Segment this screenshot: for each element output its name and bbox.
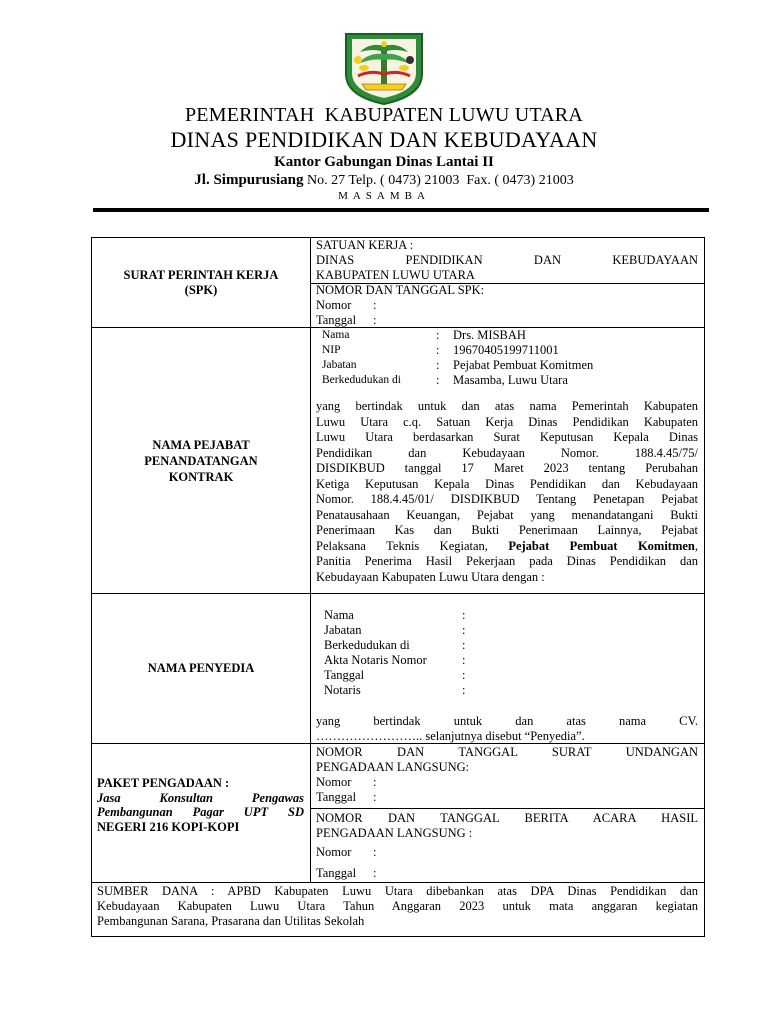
paragraph-fragment: , (694, 538, 699, 553)
field-key: Nama (322, 329, 350, 341)
minutes-title-line2: PENGADAAN LANGSUNG : (316, 826, 473, 840)
signatory-label (92, 437, 310, 485)
paragraph-line: Kebudayaan Kabupaten Luwu Utara dengan : (316, 569, 545, 584)
funding-line: Pembangunan Sarana, Prasarana dan Utilitas Sekolah (97, 914, 365, 928)
address-line (0, 172, 768, 189)
provider-field-row: Notaris : (324, 683, 466, 697)
package-line: Jasa Konsultan Pengawas (97, 790, 304, 805)
signatory-fields (322, 328, 702, 388)
funding-source (97, 884, 698, 929)
package-line: Pembangunan Pagar UPT SD (97, 805, 304, 819)
procurement-package (97, 776, 304, 834)
package-line: NEGERI 216 KOPI-KOPI (97, 819, 240, 834)
field-value: Pejabat Pembuat Komitmen (453, 358, 594, 372)
paragraph-line: Nomor. 188.4.45/01/ DISDIKBUD Tentang Penetapan Pejabat (316, 492, 698, 506)
paragraph-line: Penerimaan Kas dan Bukti Penerimaan Lainnya, Pejabat (316, 523, 698, 537)
paragraph-line: Luwu Utara c.q. Satuan Kerja Dinas Pendidikan Kabupaten (316, 414, 698, 429)
paragraph-line: …………………….. selanjutnya disebut “Penyedia”. (316, 729, 585, 743)
row-divider (91, 593, 705, 594)
spk-nomor-label: Nomor (316, 298, 352, 312)
paragraph-line: Luwu Utara berdasarkan Surat Keputusan Kepala Dinas (316, 430, 698, 444)
paragraph-line (316, 539, 698, 555)
field-key: NIP (322, 344, 341, 356)
field-value: 19670405199711001 (453, 343, 559, 357)
signatory-label-line1: NAMA PEJABAT (152, 438, 250, 452)
provider-label: NAMA PENYEDIA (147, 661, 255, 675)
field-key: Akta Notaris Nomor (324, 653, 427, 667)
spk-label-line1: SURAT PERINTAH KERJA (123, 268, 279, 282)
work-unit-line2: KABUPATEN LUWU UTARA (316, 268, 475, 282)
invitation-title-line2: PENGADAAN LANGSUNG: (316, 760, 470, 774)
provider-field-row: Tanggal : (324, 668, 466, 682)
minutes-tanggal-label: Tanggal (316, 866, 357, 880)
invitation-tanggal-label: Tanggal (316, 790, 357, 804)
paragraph-line: yang bertindak untuk dan atas nama CV. (316, 714, 698, 728)
city-name: MASAMBA (338, 190, 430, 202)
work-unit-title: SATUAN KERJA : (316, 238, 414, 252)
paragraph-line: yang bertindak untuk dan atas nama Pemerintah Kabupaten (316, 399, 698, 413)
table-border-bottom (91, 936, 705, 937)
spk-label-line2: (SPK) (184, 283, 218, 297)
spk-label (92, 268, 310, 298)
invitation-block: NOMOR DAN TANGGAL SURAT UNDANGAN PENGADAAN LANGSUNG: Nomor : Tanggal : (316, 745, 698, 804)
invitation-title-line1: NOMOR DAN TANGGAL SURAT UNDANGAN (316, 745, 698, 759)
signatory-paragraph (316, 399, 698, 585)
minutes-title-line1: NOMOR DAN TANGGAL BERITA ACARA HASIL (316, 811, 698, 825)
signatory-field-row: NIP : 19670405199711001 (322, 343, 559, 357)
signatory-field-row: Nama : Drs. MISBAH (322, 328, 526, 342)
work-unit-block (316, 238, 698, 283)
signatory-label-line2: PENANDATANGAN (144, 454, 258, 468)
provider-fields (324, 608, 704, 700)
field-value: Drs. MISBAH (453, 328, 526, 342)
header-rule (93, 208, 709, 212)
minutes-nomor-label: Nomor (316, 845, 352, 859)
field-key: Berkedudukan di (322, 374, 401, 386)
invitation-nomor-label: Nomor (316, 775, 352, 789)
package-title: PAKET PENGADAAN : (97, 776, 230, 790)
provider-field-row: Nama : (324, 608, 466, 622)
table-border-left (91, 237, 92, 937)
field-key: Jabatan (324, 623, 362, 637)
spk-tanggal-label: Tanggal (316, 313, 357, 327)
paragraph-fragment: Pelaksana Teknis Kegiatan, (316, 538, 488, 553)
field-key: Tanggal (324, 668, 365, 682)
row-divider (310, 808, 705, 809)
paragraph-line: DISDIKBUD tanggal 17 Maret 2023 tentang Perubahan (316, 461, 698, 475)
signatory-field-row: Jabatan : Pejabat Pembuat Komitmen (322, 358, 594, 372)
spk-number-block (316, 283, 698, 328)
paragraph-line: Ketiga Keputusan Kepala Dinas Pendidikan dan Kebudayaan (316, 476, 698, 491)
signatory-label-line3: KONTRAK (168, 470, 234, 484)
funding-line: Kebudayaan Kabupaten Luwu Utara Tahun Anggaran 2023 untuk mata anggaran kegiatan (97, 899, 698, 913)
provider-field-row: Akta Notaris Nomor : (324, 653, 466, 667)
field-key: Nama (324, 608, 354, 622)
paragraph-line: Panitia Penerima Hasil Pekerjaan pada Dinas Pendidikan dan (316, 554, 698, 568)
paragraph-line: Pendidikan dan Kebudayaan Nomor. 188.4.45/75/ (316, 445, 698, 460)
agency-name: DINAS PENDIDIKAN DAN KEBUDAYAAN (170, 127, 598, 152)
role-emphasis: Pejabat Pembuat Komitmen (508, 538, 695, 553)
regency-logo (340, 30, 428, 106)
street-name: Jl. Simpurusiang (194, 172, 304, 188)
field-value: Masamba, Luwu Utara (453, 373, 568, 387)
paragraph-line: Penatausahaan Keuangan, Pejabat yang menandatangani Bukti (316, 507, 698, 522)
table-border-right (704, 237, 705, 937)
provider-field-row: Berkedudukan di : (324, 638, 466, 652)
minutes-block: NOMOR DAN TANGGAL BERITA ACARA HASIL PENGADAAN LANGSUNG : Nomor : Tanggal : (316, 811, 698, 880)
provider-paragraph (316, 714, 698, 744)
spk-nomor-colon: : (373, 298, 377, 312)
funding-line: SUMBER DANA : APBD Kabupaten Luwu Utara dibebankan atas DPA Dinas Pendidikan dan (97, 884, 698, 898)
office-name: Kantor Gabungan Dinas Lantai II (274, 154, 494, 170)
signatory-field-row: Berkedudukan di : Masamba, Luwu Utara (322, 373, 568, 387)
government-name: PEMERINTAH KABUPATEN LUWU UTARA (184, 104, 583, 126)
work-unit-line1: DINAS PENDIDIKAN DAN KEBUDAYAAN (316, 253, 698, 267)
phone-fax: No. 27 Telp. ( 0473) 21003 Fax. ( 0473) 21003 (303, 173, 574, 188)
field-key: Berkedudukan di (324, 638, 410, 652)
column-divider (310, 237, 311, 883)
field-key: Jabatan (322, 359, 357, 371)
field-key: Notaris (324, 683, 361, 697)
row-divider (91, 882, 705, 883)
spk-number-title: NOMOR DAN TANGGAL SPK: (316, 283, 485, 297)
spk-tanggal-colon: : (373, 313, 377, 327)
provider-field-row: Jabatan : (324, 623, 466, 637)
